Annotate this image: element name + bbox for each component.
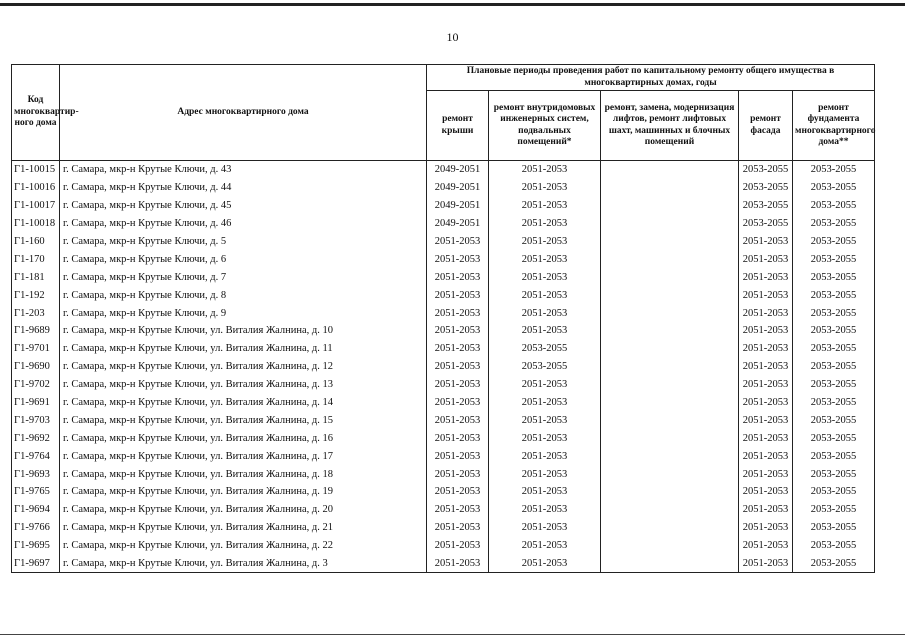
table-row: [12, 447, 875, 465]
cell-code: Г1-181: [12, 268, 60, 286]
page-number: 10: [446, 30, 459, 44]
cell-roof: 2051-2053: [427, 322, 489, 340]
cell-code: Г1-9766: [12, 519, 60, 537]
cell-code: Г1-203: [12, 304, 60, 322]
cell-address: г. Самара, мкр-н Крутые Ключи, д. 9: [60, 304, 427, 322]
table-row: [12, 340, 875, 358]
cell-address: г. Самара, мкр-н Крутые Ключи, ул. Виталия Жалнина, д. 16: [60, 429, 427, 447]
cell-engineering: 2051-2053: [489, 215, 601, 233]
top-rule: [0, 3, 905, 6]
cell-foundation: 2053-2055: [793, 376, 875, 394]
cell-code: Г1-9701: [12, 340, 60, 358]
cell-foundation: 2053-2055: [793, 483, 875, 501]
cell-code: Г1-10018: [12, 215, 60, 233]
cell-roof: 2049-2051: [427, 179, 489, 197]
cell-facade: 2053-2055: [739, 161, 793, 179]
cell-foundation: 2053-2055: [793, 197, 875, 215]
table-row: [12, 501, 875, 519]
cell-foundation: 2053-2055: [793, 519, 875, 537]
cell-elevators: [601, 268, 739, 286]
cell-foundation: 2053-2055: [793, 268, 875, 286]
table-row: [12, 376, 875, 394]
cell-address: г. Самара, мкр-н Крутые Ключи, ул. Виталия Жалнина, д. 22: [60, 537, 427, 555]
table-row: [12, 429, 875, 447]
cell-elevators: [601, 501, 739, 519]
cell-elevators: [601, 483, 739, 501]
cell-address: г. Самара, мкр-н Крутые Ключи, ул. Виталия Жалнина, д. 12: [60, 358, 427, 376]
table-row: [12, 465, 875, 483]
table-row: [12, 197, 875, 215]
cell-roof: 2051-2053: [427, 250, 489, 268]
cell-engineering: 2051-2053: [489, 304, 601, 322]
cell-facade: 2051-2053: [739, 322, 793, 340]
cell-foundation: 2053-2055: [793, 501, 875, 519]
cell-foundation: 2053-2055: [793, 465, 875, 483]
cell-elevators: [601, 250, 739, 268]
cell-roof: 2051-2053: [427, 411, 489, 429]
table-body: [12, 161, 875, 573]
cell-code: Г1-160: [12, 233, 60, 251]
cell-engineering: 2051-2053: [489, 250, 601, 268]
cell-roof: 2051-2053: [427, 286, 489, 304]
cell-code: Г1-9693: [12, 465, 60, 483]
cell-foundation: 2053-2055: [793, 304, 875, 322]
cell-elevators: [601, 215, 739, 233]
table-row: [12, 179, 875, 197]
cell-address: г. Самара, мкр-н Крутые Ключи, д. 8: [60, 286, 427, 304]
cell-engineering: 2051-2053: [489, 322, 601, 340]
cell-elevators: [601, 197, 739, 215]
cell-engineering: 2051-2053: [489, 268, 601, 286]
cell-foundation: 2053-2055: [793, 179, 875, 197]
cell-code: Г1-9703: [12, 411, 60, 429]
cell-address: г. Самара, мкр-н Крутые Ключи, ул. Виталия Жалнина, д. 19: [60, 483, 427, 501]
cell-address: г. Самара, мкр-н Крутые Ключи, ул. Виталия Жалнина, д. 3: [60, 555, 427, 573]
cell-engineering: 2051-2053: [489, 501, 601, 519]
cell-foundation: 2053-2055: [793, 322, 875, 340]
cell-engineering: 2051-2053: [489, 197, 601, 215]
table-row: [12, 555, 875, 573]
table-row: [12, 161, 875, 179]
cell-elevators: [601, 537, 739, 555]
cell-roof: 2051-2053: [427, 555, 489, 573]
cell-elevators: [601, 465, 739, 483]
cell-facade: 2051-2053: [739, 447, 793, 465]
cell-engineering: 2051-2053: [489, 429, 601, 447]
cell-roof: 2051-2053: [427, 233, 489, 251]
cell-foundation: 2053-2055: [793, 394, 875, 412]
cell-roof: 2051-2053: [427, 501, 489, 519]
cell-facade: 2051-2053: [739, 483, 793, 501]
cell-facade: 2051-2053: [739, 501, 793, 519]
cell-elevators: [601, 286, 739, 304]
cell-facade: 2051-2053: [739, 394, 793, 412]
cell-facade: 2051-2053: [739, 304, 793, 322]
cell-roof: 2051-2053: [427, 537, 489, 555]
cell-facade: 2053-2055: [739, 179, 793, 197]
cell-foundation: 2053-2055: [793, 250, 875, 268]
cell-facade: 2051-2053: [739, 376, 793, 394]
cell-facade: 2051-2053: [739, 537, 793, 555]
cell-address: г. Самара, мкр-н Крутые Ключи, ул. Виталия Жалнина, д. 13: [60, 376, 427, 394]
cell-code: Г1-9694: [12, 501, 60, 519]
header-roof: ремонт крыши: [427, 91, 489, 161]
cell-engineering: 2053-2055: [489, 358, 601, 376]
header-engineering: ремонт внутридомовых инженерных систем, подвальных помещений*: [489, 91, 601, 161]
cell-address: г. Самара, мкр-н Крутые Ключи, д. 44: [60, 179, 427, 197]
cell-facade: 2051-2053: [739, 519, 793, 537]
cell-roof: 2051-2053: [427, 447, 489, 465]
cell-foundation: 2053-2055: [793, 555, 875, 573]
cell-code: Г1-9764: [12, 447, 60, 465]
cell-address: г. Самара, мкр-н Крутые Ключи, ул. Виталия Жалнина, д. 21: [60, 519, 427, 537]
cell-code: Г1-9691: [12, 394, 60, 412]
cell-engineering: 2051-2053: [489, 161, 601, 179]
cell-facade: 2051-2053: [739, 268, 793, 286]
cell-foundation: 2053-2055: [793, 411, 875, 429]
cell-foundation: 2053-2055: [793, 215, 875, 233]
bottom-rule: [0, 634, 905, 635]
cell-elevators: [601, 411, 739, 429]
cell-code: Г1-9697: [12, 555, 60, 573]
cell-foundation: 2053-2055: [793, 429, 875, 447]
cell-elevators: [601, 233, 739, 251]
cell-code: Г1-10017: [12, 197, 60, 215]
cell-facade: 2051-2053: [739, 233, 793, 251]
cell-facade: 2051-2053: [739, 465, 793, 483]
table-row: [12, 483, 875, 501]
table-row: [12, 268, 875, 286]
table-row: [12, 537, 875, 555]
table-row: [12, 394, 875, 412]
cell-engineering: 2051-2053: [489, 555, 601, 573]
cell-elevators: [601, 322, 739, 340]
cell-foundation: 2053-2055: [793, 537, 875, 555]
cell-facade: 2051-2053: [739, 429, 793, 447]
header-facade: ремонт фасада: [739, 91, 793, 161]
cell-code: Г1-9690: [12, 358, 60, 376]
cell-roof: 2051-2053: [427, 429, 489, 447]
cell-elevators: [601, 358, 739, 376]
cell-engineering: 2051-2053: [489, 537, 601, 555]
cell-code: Г1-9765: [12, 483, 60, 501]
cell-roof: 2049-2051: [427, 197, 489, 215]
cell-facade: 2051-2053: [739, 340, 793, 358]
cell-roof: 2051-2053: [427, 268, 489, 286]
cell-foundation: 2053-2055: [793, 447, 875, 465]
cell-engineering: 2051-2053: [489, 376, 601, 394]
cell-facade: 2053-2055: [739, 197, 793, 215]
cell-foundation: 2053-2055: [793, 340, 875, 358]
cell-elevators: [601, 179, 739, 197]
cell-roof: 2051-2053: [427, 483, 489, 501]
table-row: [12, 519, 875, 537]
cell-code: Г1-9692: [12, 429, 60, 447]
cell-elevators: [601, 340, 739, 358]
cell-code: Г1-9689: [12, 322, 60, 340]
cell-roof: 2051-2053: [427, 376, 489, 394]
cell-facade: 2051-2053: [739, 555, 793, 573]
header-code: Код многоквартир-ного дома: [12, 65, 60, 161]
cell-engineering: 2051-2053: [489, 465, 601, 483]
cell-code: Г1-170: [12, 250, 60, 268]
cell-facade: 2051-2053: [739, 411, 793, 429]
cell-address: г. Самара, мкр-н Крутые Ключи, ул. Виталия Жалнина, д. 15: [60, 411, 427, 429]
table-row: [12, 215, 875, 233]
cell-engineering: 2051-2053: [489, 447, 601, 465]
cell-foundation: 2053-2055: [793, 286, 875, 304]
cell-facade: 2053-2055: [739, 215, 793, 233]
capital-repair-table: [11, 64, 875, 573]
cell-address: г. Самара, мкр-н Крутые Ключи, д. 7: [60, 268, 427, 286]
cell-address: г. Самара, мкр-н Крутые Ключи, ул. Виталия Жалнина, д. 18: [60, 465, 427, 483]
cell-engineering: 2051-2053: [489, 519, 601, 537]
cell-code: Г1-9695: [12, 537, 60, 555]
cell-engineering: 2051-2053: [489, 286, 601, 304]
cell-address: г. Самара, мкр-н Крутые Ключи, ул. Виталия Жалнина, д. 10: [60, 322, 427, 340]
cell-foundation: 2053-2055: [793, 233, 875, 251]
cell-roof: 2051-2053: [427, 358, 489, 376]
cell-roof: 2051-2053: [427, 340, 489, 358]
cell-engineering: 2051-2053: [489, 394, 601, 412]
cell-elevators: [601, 447, 739, 465]
cell-address: г. Самара, мкр-н Крутые Ключи, ул. Виталия Жалнина, д. 11: [60, 340, 427, 358]
cell-code: Г1-10015: [12, 161, 60, 179]
cell-address: г. Самара, мкр-н Крутые Ключи, ул. Виталия Жалнина, д. 20: [60, 501, 427, 519]
cell-engineering: 2053-2055: [489, 340, 601, 358]
cell-code: Г1-9702: [12, 376, 60, 394]
cell-elevators: [601, 394, 739, 412]
header-address: Адрес многоквартирного дома: [60, 65, 427, 161]
cell-facade: 2051-2053: [739, 358, 793, 376]
cell-engineering: 2051-2053: [489, 179, 601, 197]
cell-facade: 2051-2053: [739, 250, 793, 268]
table-row: [12, 250, 875, 268]
cell-address: г. Самара, мкр-н Крутые Ключи, ул. Виталия Жалнина, д. 17: [60, 447, 427, 465]
cell-roof: 2051-2053: [427, 394, 489, 412]
cell-code: Г1-10016: [12, 179, 60, 197]
table-row: [12, 286, 875, 304]
cell-facade: 2051-2053: [739, 286, 793, 304]
cell-engineering: 2051-2053: [489, 233, 601, 251]
cell-elevators: [601, 161, 739, 179]
cell-address: г. Самара, мкр-н Крутые Ключи, д. 45: [60, 197, 427, 215]
cell-address: г. Самара, мкр-н Крутые Ключи, д. 43: [60, 161, 427, 179]
cell-address: г. Самара, мкр-н Крутые Ключи, д. 46: [60, 215, 427, 233]
table-row: [12, 411, 875, 429]
cell-roof: 2051-2053: [427, 304, 489, 322]
table-row: [12, 322, 875, 340]
cell-code: Г1-192: [12, 286, 60, 304]
cell-address: г. Самара, мкр-н Крутые Ключи, ул. Виталия Жалнина, д. 14: [60, 394, 427, 412]
cell-address: г. Самара, мкр-н Крутые Ключи, д. 6: [60, 250, 427, 268]
cell-elevators: [601, 429, 739, 447]
cell-roof: 2051-2053: [427, 519, 489, 537]
cell-address: г. Самара, мкр-н Крутые Ключи, д. 5: [60, 233, 427, 251]
cell-elevators: [601, 519, 739, 537]
cell-engineering: 2051-2053: [489, 483, 601, 501]
header-periods-group: Плановые периоды проведения работ по капитальному ремонту общего имущества в многоквартирных домах, годы: [427, 65, 875, 91]
cell-elevators: [601, 555, 739, 573]
header-elevators: ремонт, замена, модернизация лифтов, ремонт лифтовых шахт, машинных и блочных помещений: [601, 91, 739, 161]
cell-roof: 2049-2051: [427, 215, 489, 233]
table-row: [12, 233, 875, 251]
table-row: [12, 358, 875, 376]
cell-engineering: 2051-2053: [489, 411, 601, 429]
cell-elevators: [601, 304, 739, 322]
cell-foundation: 2053-2055: [793, 161, 875, 179]
table-row: [12, 304, 875, 322]
cell-foundation: 2053-2055: [793, 358, 875, 376]
cell-roof: 2049-2051: [427, 161, 489, 179]
cell-roof: 2051-2053: [427, 465, 489, 483]
header-foundation: ремонт фундамента многоквартирного дома**: [793, 91, 875, 161]
cell-elevators: [601, 376, 739, 394]
